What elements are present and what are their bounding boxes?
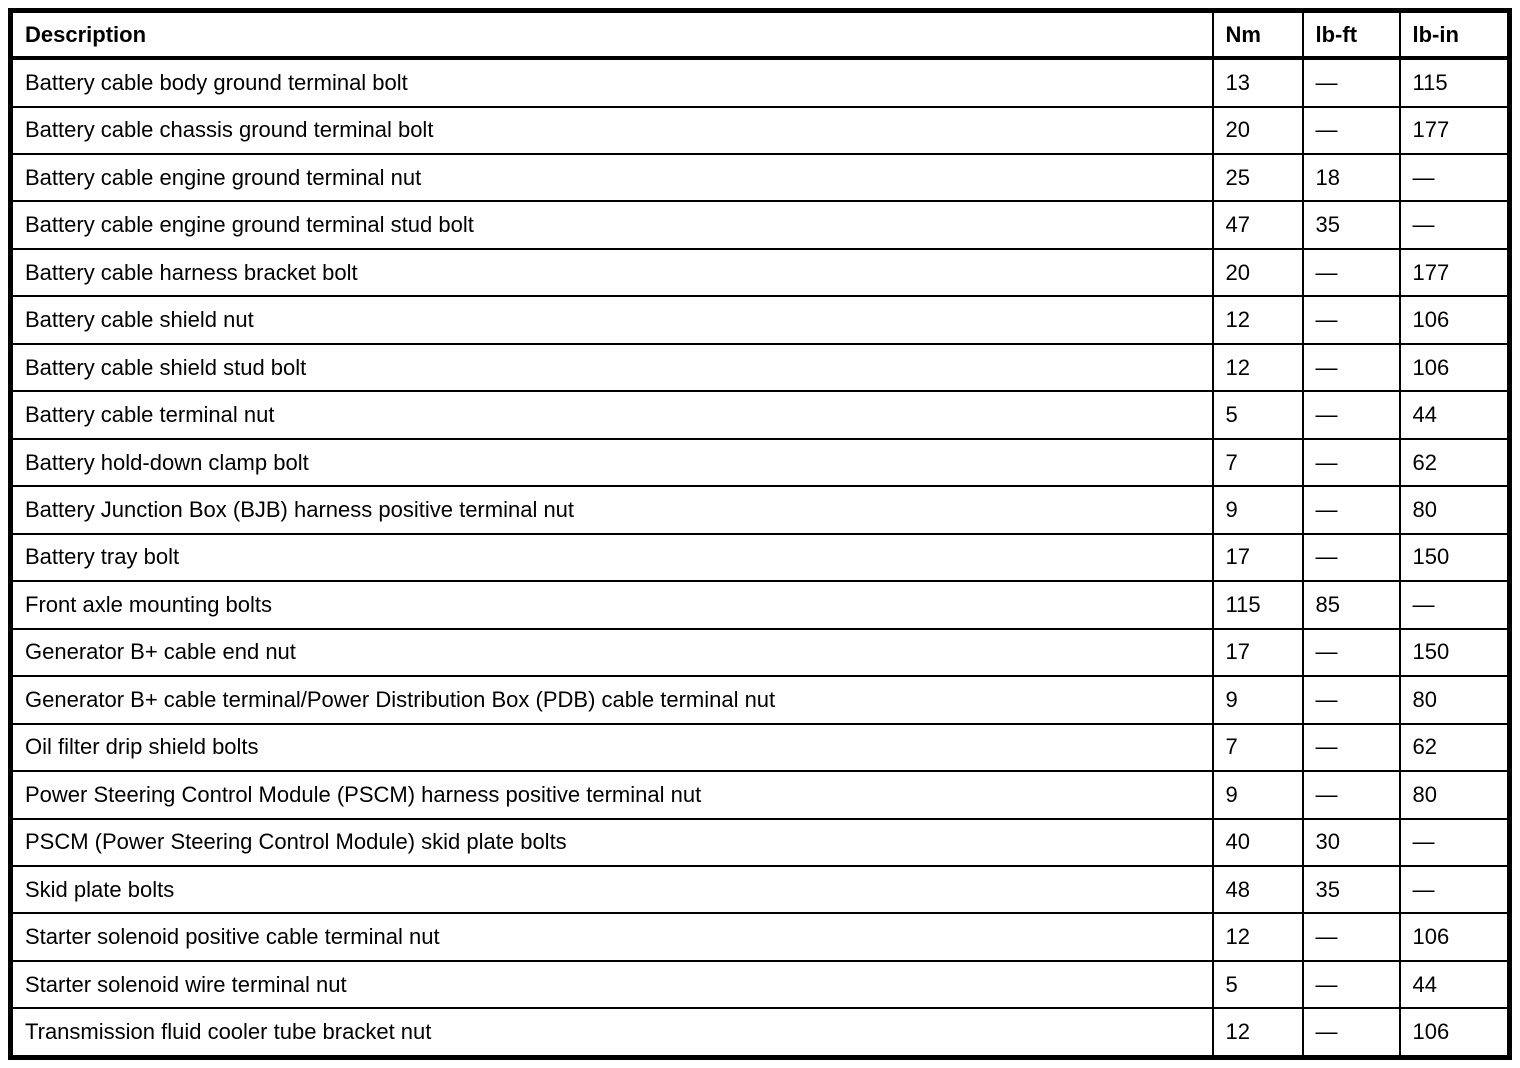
description-cell: Battery cable terminal nut <box>11 391 1213 438</box>
description-cell: Battery cable body ground terminal bolt <box>11 58 1213 107</box>
table-row <box>11 154 1510 201</box>
nm-cell: 9 <box>1213 771 1303 818</box>
lb-ft-cell: — <box>1303 913 1400 960</box>
description-cell: Oil filter drip shield bolts <box>11 724 1213 771</box>
lb-ft-cell: — <box>1303 58 1400 107</box>
description-cell: Battery hold-down clamp bolt <box>11 439 1213 486</box>
lb-ft-cell: — <box>1303 771 1400 818</box>
lb-ft-cell: — <box>1303 486 1400 533</box>
lb-in-cell: 177 <box>1400 249 1510 296</box>
lb-in-cell: 80 <box>1400 771 1510 818</box>
lb-ft-cell: 85 <box>1303 581 1400 628</box>
nm-cell: 12 <box>1213 296 1303 343</box>
nm-cell: 17 <box>1213 629 1303 676</box>
table-row <box>11 249 1510 296</box>
table-row <box>11 201 1510 248</box>
lb-ft-cell: 30 <box>1303 819 1400 866</box>
description-cell: Battery cable harness bracket bolt <box>11 249 1213 296</box>
lb-in-cell: 177 <box>1400 107 1510 154</box>
nm-cell: 48 <box>1213 866 1303 913</box>
table-row <box>11 581 1510 628</box>
lb-in-cell: 44 <box>1400 391 1510 438</box>
lb-ft-cell: — <box>1303 676 1400 723</box>
nm-cell: 5 <box>1213 391 1303 438</box>
lb-in-cell: — <box>1400 154 1510 201</box>
lb-ft-cell: — <box>1303 107 1400 154</box>
lb-in-cell: — <box>1400 581 1510 628</box>
lb-in-cell: 150 <box>1400 534 1510 581</box>
nm-cell: 13 <box>1213 58 1303 107</box>
table-row <box>11 676 1510 723</box>
nm-cell: 9 <box>1213 676 1303 723</box>
nm-cell: 20 <box>1213 249 1303 296</box>
table-row <box>11 724 1510 771</box>
lb-ft-cell: — <box>1303 344 1400 391</box>
table-row <box>11 439 1510 486</box>
lb-in-cell: 80 <box>1400 676 1510 723</box>
table-row <box>11 344 1510 391</box>
nm-cell: 12 <box>1213 1008 1303 1057</box>
lb-ft-cell: — <box>1303 391 1400 438</box>
table-row <box>11 486 1510 533</box>
lb-in-cell: 106 <box>1400 344 1510 391</box>
nm-cell: 7 <box>1213 439 1303 486</box>
lb-in-cell: 115 <box>1400 58 1510 107</box>
nm-cell: 25 <box>1213 154 1303 201</box>
description-cell: Battery cable engine ground terminal stud bolt <box>11 201 1213 248</box>
table-row <box>11 913 1510 960</box>
table-row <box>11 1008 1510 1057</box>
description-cell: Power Steering Control Module (PSCM) harness positive terminal nut <box>11 771 1213 818</box>
table-row <box>11 296 1510 343</box>
description-cell: Battery tray bolt <box>11 534 1213 581</box>
lb-in-cell: 62 <box>1400 439 1510 486</box>
description-cell: Transmission fluid cooler tube bracket nut <box>11 1008 1213 1057</box>
nm-cell: 115 <box>1213 581 1303 628</box>
lb-in-cell: — <box>1400 819 1510 866</box>
lb-ft-cell: 35 <box>1303 201 1400 248</box>
torque-spec-table <box>8 8 1512 1060</box>
table-row <box>11 107 1510 154</box>
torque-table-body <box>11 58 1510 1058</box>
table-row <box>11 534 1510 581</box>
nm-cell: 12 <box>1213 344 1303 391</box>
lb-in-cell: — <box>1400 866 1510 913</box>
table-row <box>11 866 1510 913</box>
description-cell: Generator B+ cable end nut <box>11 629 1213 676</box>
lb-in-cell: 106 <box>1400 296 1510 343</box>
description-cell: Battery Junction Box (BJB) harness positive terminal nut <box>11 486 1213 533</box>
table-row <box>11 771 1510 818</box>
description-cell: Generator B+ cable terminal/Power Distribution Box (PDB) cable terminal nut <box>11 676 1213 723</box>
lb-ft-cell: — <box>1303 439 1400 486</box>
lb-ft-cell: — <box>1303 1008 1400 1057</box>
nm-cell: 5 <box>1213 961 1303 1008</box>
lb-in-cell: 150 <box>1400 629 1510 676</box>
description-cell: Front axle mounting bolts <box>11 581 1213 628</box>
column-header-lb-in: lb-in <box>1400 11 1510 59</box>
nm-cell: 9 <box>1213 486 1303 533</box>
nm-cell: 12 <box>1213 913 1303 960</box>
nm-cell: 47 <box>1213 201 1303 248</box>
description-cell: Battery cable shield nut <box>11 296 1213 343</box>
description-cell: Starter solenoid positive cable terminal nut <box>11 913 1213 960</box>
lb-in-cell: 106 <box>1400 1008 1510 1057</box>
lb-ft-cell: 18 <box>1303 154 1400 201</box>
lb-ft-cell: — <box>1303 534 1400 581</box>
lb-ft-cell: — <box>1303 961 1400 1008</box>
lb-ft-cell: — <box>1303 296 1400 343</box>
description-cell: Skid plate bolts <box>11 866 1213 913</box>
description-cell: PSCM (Power Steering Control Module) skid plate bolts <box>11 819 1213 866</box>
lb-in-cell: 62 <box>1400 724 1510 771</box>
table-row <box>11 819 1510 866</box>
lb-ft-cell: — <box>1303 724 1400 771</box>
table-row <box>11 629 1510 676</box>
table-row <box>11 391 1510 438</box>
description-cell: Battery cable shield stud bolt <box>11 344 1213 391</box>
nm-cell: 20 <box>1213 107 1303 154</box>
nm-cell: 40 <box>1213 819 1303 866</box>
nm-cell: 17 <box>1213 534 1303 581</box>
lb-ft-cell: 35 <box>1303 866 1400 913</box>
description-cell: Battery cable chassis ground terminal bolt <box>11 107 1213 154</box>
nm-cell: 7 <box>1213 724 1303 771</box>
lb-in-cell: 106 <box>1400 913 1510 960</box>
lb-ft-cell: — <box>1303 629 1400 676</box>
table-row <box>11 961 1510 1008</box>
lb-in-cell: 80 <box>1400 486 1510 533</box>
table-row <box>11 58 1510 107</box>
column-header-nm: Nm <box>1213 11 1303 59</box>
column-header-description: Description <box>11 11 1213 59</box>
lb-in-cell: — <box>1400 201 1510 248</box>
description-cell: Starter solenoid wire terminal nut <box>11 961 1213 1008</box>
lb-ft-cell: — <box>1303 249 1400 296</box>
lb-in-cell: 44 <box>1400 961 1510 1008</box>
header-row <box>11 11 1510 59</box>
description-cell: Battery cable engine ground terminal nut <box>11 154 1213 201</box>
column-header-lb-ft: lb-ft <box>1303 11 1400 59</box>
